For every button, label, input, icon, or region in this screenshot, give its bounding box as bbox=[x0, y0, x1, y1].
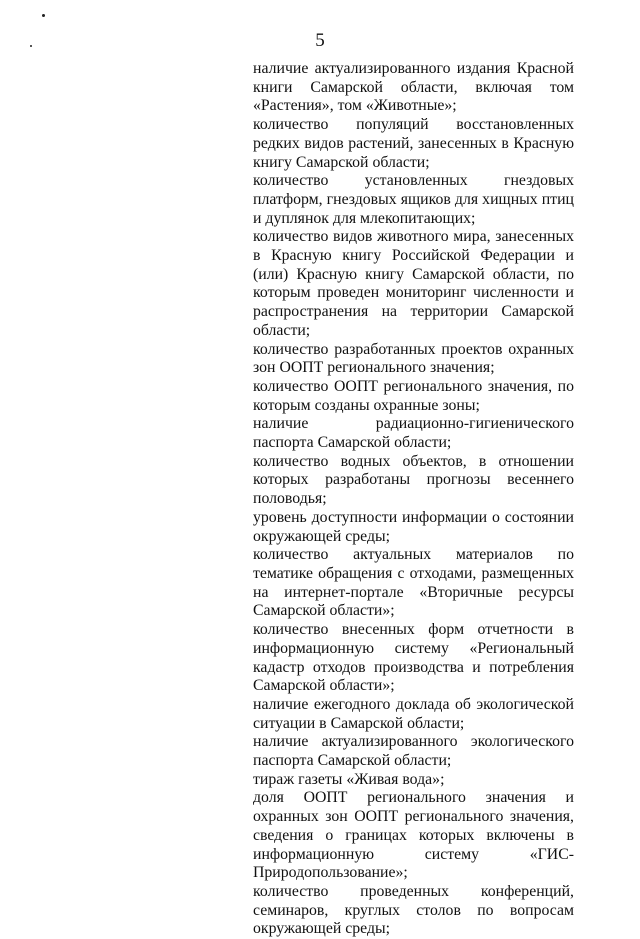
list-item: количество актуальных материалов по тематике обращения с отходами, размещенных на интернет-портале «Вторичные ресурсы Самарской области»; bbox=[253, 546, 574, 620]
list-item: количество ООПТ регионального значения, по которым созданы охранные зоны; bbox=[253, 377, 574, 414]
list-item: наличие ежегодного доклада об экологической ситуации в Самарской области; bbox=[253, 695, 574, 732]
page-number: 5 bbox=[315, 30, 325, 51]
list-item: доля ООПТ регионального значения и охранных зон ООПТ регионального значения, сведения о границах которых включены в информационную систему «ГИС-Природопользование»; bbox=[253, 789, 574, 882]
list-item: наличие актуализированного экологического паспорта Самарской области; bbox=[253, 733, 574, 770]
list-item: тираж газеты «Живая вода»; bbox=[253, 770, 445, 788]
list-item: количество видов животного мира, занесенных в Красную книгу Российской Федерации и (или) Красную книгу Самарской области, по которым проведен мониторинг численности и распространения на территории Самарской области; bbox=[253, 228, 574, 339]
scan-speck bbox=[42, 14, 45, 17]
list-item: количество разработанных проектов охранных зон ООПТ регионального значения; bbox=[253, 340, 574, 377]
list-item: количество популяций восстановленных редких видов растений, занесенных в Красную книгу Самарской области; bbox=[253, 116, 574, 171]
list-item: наличие радиационно-гигиенического паспорта Самарской области; bbox=[253, 415, 574, 452]
list-item: количество установленных гнездовых платформ, гнездовых ящиков для хищных птиц и дуплянок для млекопитающих; bbox=[253, 172, 574, 227]
indicator-list bbox=[253, 60, 574, 939]
list-item: наличие актуализированного издания Красной книги Самарской области, включая том «Растения», том «Животные»; bbox=[253, 60, 574, 115]
list-item: количество внесенных форм отчетности в информационную систему «Региональный кадастр отходов производства и потребления Самарской области»; bbox=[253, 621, 574, 695]
list-item: уровень доступности информации о состоянии окружающей среды; bbox=[253, 508, 574, 545]
list-item: количество водных объектов, в отношении которых разработаны прогнозы весеннего половодья; bbox=[253, 452, 574, 508]
list-item: количество проведенных конференций, семинаров, круглых столов по вопросам окружающей среды; bbox=[253, 882, 574, 938]
